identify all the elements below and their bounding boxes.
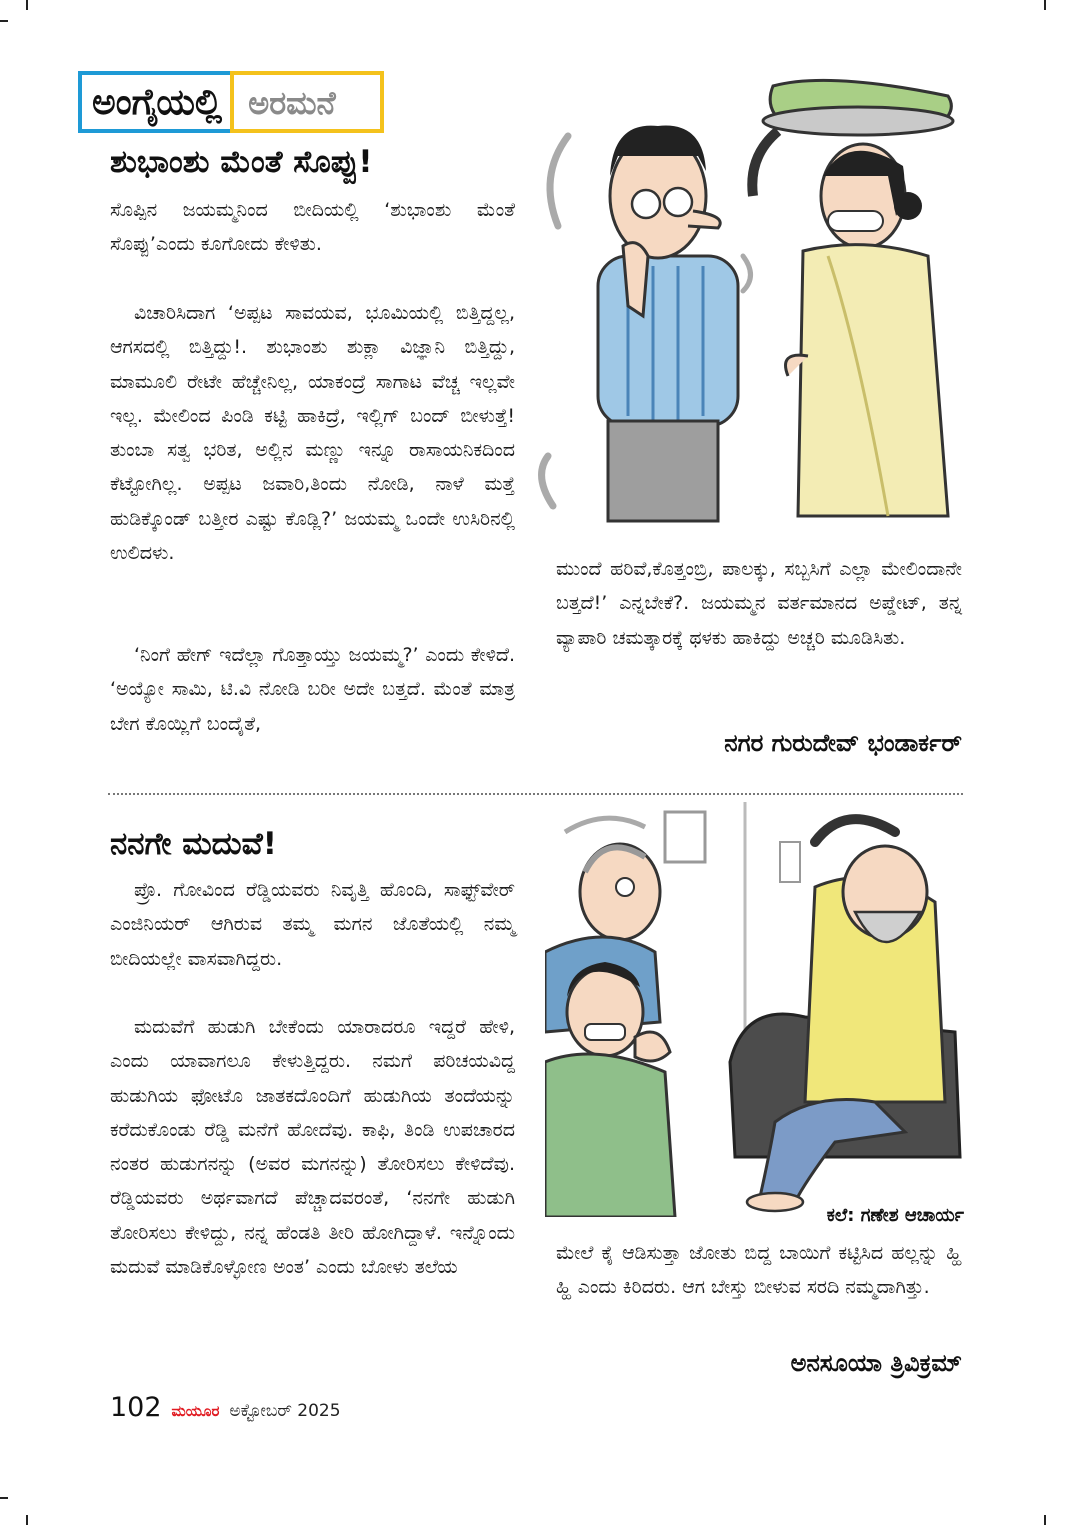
story2-author: ಅನಸೂಯಾ ತ್ರಿವಿಕ್ರಮ್: [790, 1349, 962, 1377]
cartoon-vendor-illustration: [528, 76, 966, 526]
story1-paragraph-1: ಸೊಪ್ಪಿನ ಜಯಮ್ಮನಿಂದ ಬೀದಿಯಲ್ಲಿ ‘ಶುಭಾಂಶು ಮೆಂತೆ ಸೊಪ್ಪು’ಎಂದು ಕೂಗೋದು ಕೇಳಿತು.: [110, 199, 515, 256]
story1-paragraph-3: ‘ನಿಂಗೆ ಹೇಗ್ ಇದೆಲ್ಲಾ ಗೊತ್ತಾಯ್ತು ಜಯಮ್ಮ?’ ಎಂದು ಕೇಳಿದೆ. ‘ಅಯ್ಯೋ ಸಾಮಿ, ಟಿ.ವಿ ನೋಡಿ ಬರೀ ಅದೇ ಬತ್ತದೆ. ಮೆಂತೆ ಮಾತ್ರ ಬೇಗ ಕೊಯ್ಲಿಗೆ ಬಂದೈತೆ,: [110, 644, 515, 735]
section-label-secondary: ಅರಮನೆ: [230, 71, 384, 133]
crop-mark: [26, 1515, 28, 1525]
section-divider: [108, 793, 963, 795]
story1-title: ಶುಭಾಂಶು ಮೆಂತೆ ಸೊಪ್ಪು!: [110, 144, 373, 180]
crop-mark: [26, 0, 28, 10]
issue-month: ಅಕ್ಟೋಬರ್ 2025: [229, 1401, 341, 1421]
story1-paragraph-4: ಮುಂದೆ ಹರಿವೆ,ಕೊತ್ತಂಬ್ರಿ, ಪಾಲಕ್ಕು, ಸಬ್ಬಸಿಗೆ ಎಲ್ಲಾ ಮೇಲಿಂದಾನೇ ಬತ್ತದೆ!’ ಎನ್ನಬೇಕೆ?. ಜಯಮ್ಮನ ವರ್ತಮಾನದ ಅಪ್ಡೇಟ್, ತನ್ನ ವ್ಯಾಪಾರಿ ಚಮತ್ಕಾರಕ್ಕೆ ಥಳಕು ಹಾಕಿದ್ದು ಅಚ್ಚರಿ ಮೂಡಿಸಿತು.: [556, 558, 962, 649]
illustration-credit: ಕಲೆ: ಗಣೇಶ ಆಚಾರ್ಯ: [826, 1205, 964, 1226]
page-number: 102: [110, 1392, 162, 1423]
story2-paragraph-2: ಮದುವೆಗೆ ಹುಡುಗಿ ಬೇಕೆಂದು ಯಾರಾದರೂ ಇದ್ದರೆ ಹೇಳಿ, ಎಂದು ಯಾವಾಗಲೂ ಕೇಳುತ್ತಿದ್ದರು. ನಮಗೆ ಪರಿಚಯವಿದ್ದ ಹುಡುಗಿಯ ಫೋಟೊ ಜಾತಕದೊಂದಿಗೆ ಹುಡುಗಿಯ ತಂದೆಯನ್ನು ಕರೆದುಕೊಂಡು ರೆಡ್ಡಿ ಮನೆಗೆ ಹೋದೆವು. ಕಾಫಿ, ತಿಂಡಿ ಉಪಚಾರದ ನಂತರ ಹುಡುಗನನ್ನು (ಅವರ ಮಗನನ್ನು) ತೋರಿಸಲು ಕೇಳಿದೆವು. ರೆಡ್ಡಿಯವರು ಅರ್ಥವಾಗದೆ ಪೆಚ್ಚಾದವರಂತೆ, ‘ನನಗೇ ಹುಡುಗಿ ತೋರಿಸಲು ಕೇಳಿದ್ದು, ನನ್ನ ಹೆಂಡತಿ ತೀರಿ ಹೋಗಿದ್ದಾಳೆ. ಇನ್ನೊಂದು ಮದುವೆ ಮಾಡಿಕೊಳ್ಳೋಣ ಅಂತ’ ಎಂದು ಬೋಳು ತಲೆಯ: [110, 1016, 515, 1279]
crop-mark: [1044, 0, 1046, 10]
page-footer: [110, 1392, 341, 1423]
cartoon-wedding-illustration: [545, 802, 963, 1217]
magazine-logo: ಮಯೂರ: [171, 1402, 220, 1420]
crop-mark: [0, 20, 8, 22]
section-label: [78, 71, 384, 133]
story2-title: ನನಗೇ ಮದುವೆ!: [110, 826, 277, 862]
section-label-main: ಅಂಗೈಯಲ್ಲಿ: [92, 82, 223, 123]
story2-paragraph-1: ಪ್ರೊ. ಗೋವಿಂದ ರೆಡ್ಡಿಯವರು ನಿವೃತ್ತಿ ಹೊಂದಿ, ಸಾಫ್ಟ್‌ವೇರ್ ಎಂಜಿನಿಯರ್ ಆಗಿರುವ ತಮ್ಮ ಮಗನ ಜೊತೆಯಲ್ಲಿ ನಮ್ಮ ಬೀದಿಯಲ್ಲೇ ವಾಸವಾಗಿದ್ದರು.: [110, 879, 515, 970]
story1-author: ನಗರ ಗುರುದೇವ್ ಭಂಡಾರ್ಕರ್: [724, 729, 962, 757]
crop-mark: [0, 1497, 8, 1499]
crop-mark: [1044, 1515, 1046, 1525]
story2-paragraph-3: ಮೇಲೆ ಕೈ ಆಡಿಸುತ್ತಾ ಜೋತು ಬಿದ್ದ ಬಾಯಿಗೆ ಕಟ್ಟಿಸಿದ ಹಲ್ಲನ್ನು ಹ್ಹಿ ಹ್ಹಿ ಎಂದು ಕಿರಿದರು. ಆಗ ಬೇಸ್ತು ಬೀಳುವ ಸರದಿ ನಮ್ಮದಾಗಿತ್ತು.: [556, 1242, 962, 1299]
story1-paragraph-2: ವಿಚಾರಿಸಿದಾಗ ‘ಅಪ್ಪಟ ಸಾವಯವ, ಭೂಮಿಯಲ್ಲಿ ಬಿತ್ತಿದ್ದಲ್ಲ, ಆಗಸದಲ್ಲಿ ಬಿತ್ತಿದ್ದು!. ಶುಭಾಂಶು ಶುಕ್ಲಾ ವಿಜ್ಞಾನಿ ಬಿತ್ತಿದ್ದು, ಮಾಮೂಲಿ ರೇಟೇ ಹೆಚ್ಚೇನಿಲ್ಲ, ಯಾಕಂದ್ರೆ ಸಾಗಾಟ ವೆಚ್ಚ ಇಲ್ಲವೇ ಇಲ್ಲ. ಮೇಲಿಂದ ಪಿಂಡಿ ಕಟ್ಟಿ ಹಾಕಿದ್ರೆ, ಇಲ್ಲಿಗ್ ಬಂದ್ ಬೀಳುತ್ತೆ! ತುಂಬಾ ಸತ್ವ ಭರಿತ, ಅಲ್ಲಿನ ಮಣ್ಣು ಇನ್ನೂ ರಾಸಾಯನಿಕದಿಂದ ಕೆಟ್ಟೋಗಿಲ್ಲ. ಅಪ್ಪಟ ಜವಾರಿ,ತಿಂದು ನೋಡಿ, ನಾಳೆ ಮತ್ತೆ ಹುಡಿಕ್ಕೊಂಡ್ ಬತ್ತೀರ ಎಷ್ಟು ಕೊಡ್ಲಿ?’ ಜಯಮ್ಮ ಒಂದೇ ಉಸಿರಿನಲ್ಲಿ ಉಲಿದಳು.: [110, 302, 515, 565]
